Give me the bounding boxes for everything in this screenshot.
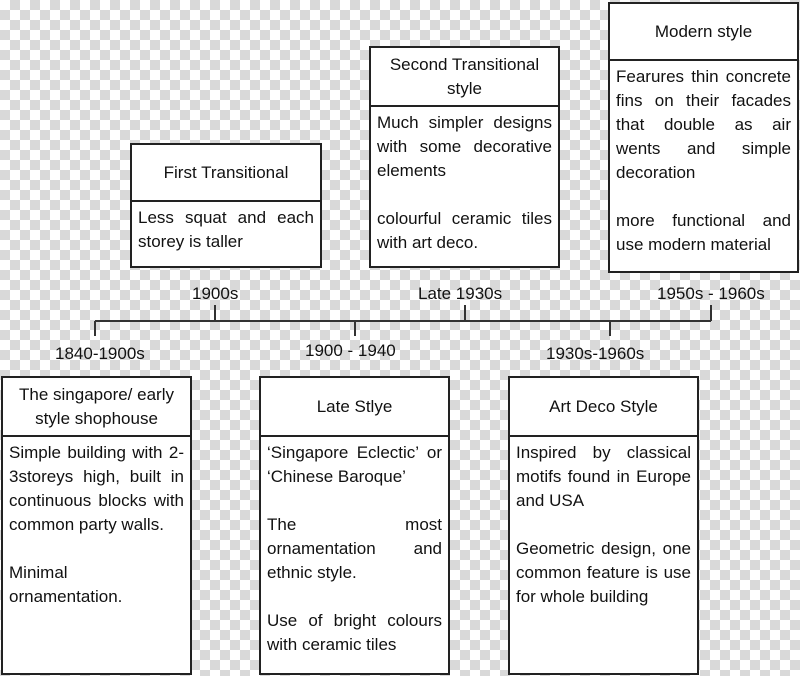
box-paragraph: The most ornamentation and ethnic style. bbox=[267, 515, 442, 582]
box-art-deco-style bbox=[508, 376, 699, 675]
box-body bbox=[371, 107, 558, 255]
box-paragraph: Much simpler designs with some decorative elements bbox=[377, 113, 552, 180]
box-title: The singapore/ early style shophouse bbox=[3, 378, 190, 437]
box-paragraph: Use of bright colours with ceramic tiles bbox=[267, 611, 442, 654]
box-title: Art Deco Style bbox=[510, 378, 697, 437]
box-title: Late Stlye bbox=[261, 378, 448, 437]
box-early-style-shophouse bbox=[1, 376, 192, 675]
box-body bbox=[3, 437, 190, 609]
box-paragraph: colourful ceramic tiles with art deco. bbox=[377, 209, 552, 252]
box-title: Modern style bbox=[610, 4, 797, 61]
box-body bbox=[610, 61, 797, 257]
box-title: First Transitional bbox=[132, 145, 320, 202]
box-paragraph: Fearures thin concrete fins on their facades that double as air wents and simple decoration bbox=[616, 67, 791, 182]
box-late-style bbox=[259, 376, 450, 675]
label-1900-1940: 1900 - 1940 bbox=[305, 341, 396, 360]
box-first-transitional bbox=[130, 143, 322, 268]
box-paragraph: Simple building with 2-3storeys high, built in continuous blocks with common party walls. bbox=[9, 443, 184, 534]
label-1930s-1960s: 1930s-1960s bbox=[546, 344, 645, 363]
box-second-transitional bbox=[369, 46, 560, 268]
box-paragraph: Inspired by classical motifs found in Europe and USA bbox=[516, 443, 691, 510]
box-body bbox=[261, 437, 448, 657]
label-1840-1900s: 1840-1900s bbox=[55, 344, 145, 363]
box-body bbox=[132, 202, 320, 254]
label-1900s: 1900s bbox=[192, 284, 239, 303]
box-paragraph: Geometric design, one common feature is use for whole building bbox=[516, 539, 691, 606]
box-modern-style bbox=[608, 2, 799, 273]
label-late-1930s: Late 1930s bbox=[418, 284, 503, 303]
label-1950s-1960s: 1950s - 1960s bbox=[657, 284, 765, 303]
box-paragraph: Minimal ornamentation. bbox=[9, 563, 123, 606]
box-title: Second Transitional style bbox=[371, 48, 558, 107]
box-paragraph: ‘Singapore Eclectic’ or ‘Chinese Baroque’ bbox=[267, 443, 442, 486]
box-body bbox=[510, 437, 697, 609]
box-paragraph: more functional and use modern material bbox=[616, 211, 791, 254]
box-paragraph: Less squat and each storey is taller bbox=[138, 208, 314, 251]
